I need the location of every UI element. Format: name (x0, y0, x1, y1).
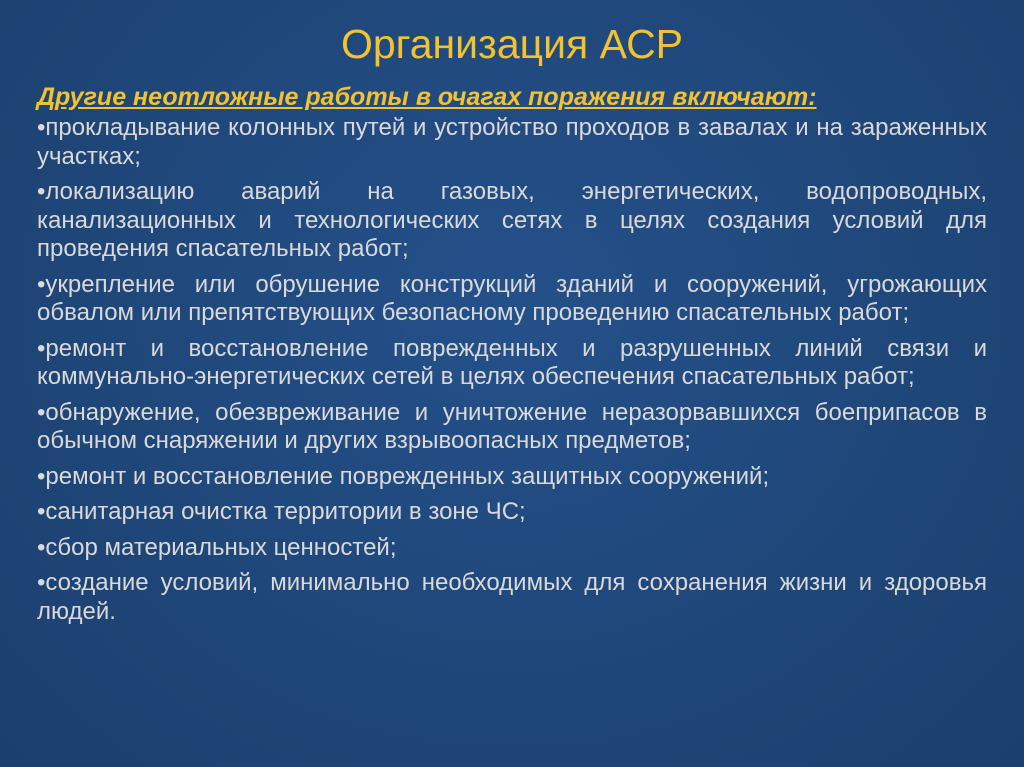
list-item: •прокладывание колонных путей и устройство проходов в завалах и на зараженных участках; (37, 114, 987, 170)
list-item: •сбор материальных ценностей; (37, 533, 397, 561)
slide-title: Организация АСР (340, 21, 684, 67)
list-item: •укрепление или обрушение конструкций зданий и сооружений, угрожающих обвалом или препятствующих безопасному проведению спасательных работ; (37, 270, 987, 326)
bullet-list (37, 114, 987, 633)
list-item: •обнаружение, обезвреживание и уничтожение неразорвавшихся боеприпасов в обычном снаряжении и других взрывоопасных предметов; (37, 398, 987, 454)
slide-subtitle: Другие неотложные работы в очагах поражения включают: (37, 83, 817, 111)
list-item: •ремонт и восстановление поврежденных защитных сооружений; (37, 462, 770, 490)
list-item: •создание условий, минимально необходимых для сохранения жизни и здоровья людей. (37, 569, 987, 625)
list-item: •ремонт и восстановление поврежденных и разрушенных линий связи и коммунально-энергетических сетей в целях обеспечения спасательных работ; (37, 334, 987, 390)
list-item: •локализацию аварий на газовых, энергетических, водопроводных, канализационных и технологических сетях в целях создания условий для проведения спасательных работ; (37, 178, 987, 262)
list-item: •санитарная очистка территории в зоне ЧС; (37, 498, 526, 525)
